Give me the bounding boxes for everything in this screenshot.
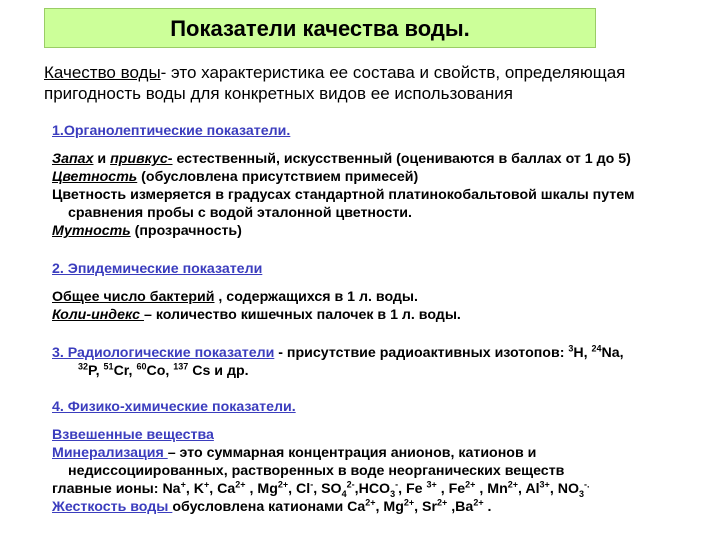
ion-ca: , Ca [209, 481, 236, 497]
mineral-text-2: недиссоциированных, растворенных в воде неорганических веществ [68, 463, 565, 479]
hardness-mg: , Mg [375, 499, 404, 515]
title-box [44, 8, 596, 48]
ions-prefix: главные ионы: Na [52, 481, 181, 497]
radiology-text: - присутствие радиоактивных изотопов: [274, 345, 569, 361]
section-4-heading: 4. Физико-химические показатели. [52, 399, 296, 415]
so4-index: 4 [341, 488, 347, 499]
intro-term: Качество воды [44, 63, 161, 82]
color-line [52, 168, 700, 186]
hardness-end: . [483, 499, 492, 515]
ion-hco3: ,HCO [354, 481, 391, 497]
coli-line [52, 306, 700, 324]
color-term: Цветность [52, 169, 138, 185]
intro-text: - это характеристика ее состава и свойств, определяющая [160, 63, 626, 82]
ion-no3: , NO [549, 481, 579, 497]
radiology-line [52, 344, 700, 362]
co-mass-number: 60 [136, 361, 147, 372]
hardness-term: Жесткость воды [52, 499, 173, 515]
page-title: Показатели качества воды. [170, 16, 470, 41]
coli-text: – количество кишечных палочек в 1 л. воды. [143, 307, 461, 323]
co-isotope: Co, [146, 363, 174, 379]
ion-al: , Al [518, 481, 540, 497]
section-3-heading: 3. Радиологические показатели [52, 345, 275, 361]
bacteria-term: Общее число бактерий [52, 289, 215, 305]
h-isotope: H, [573, 345, 592, 361]
suspended-term: Взвешенные вещества [52, 427, 214, 443]
hco3-charge: - [395, 479, 399, 490]
ion-fe2: , Fe [436, 481, 466, 497]
hardness-ba-charge: 2+ [473, 497, 484, 508]
cr-mass-number: 51 [103, 361, 114, 372]
ion-mg: , Mg [245, 481, 278, 497]
so4-charge: 2- [346, 479, 355, 490]
content [52, 122, 700, 516]
ca-charge: 2+ [235, 479, 246, 490]
mineral-term: Минерализация [52, 445, 168, 461]
hardness-sr-charge: 2+ [437, 497, 448, 508]
hardness-line [52, 498, 700, 516]
cr-isotope: Cr, [113, 363, 137, 379]
hardness-sr: , Sr [414, 499, 438, 515]
cs-isotope: Cs и др. [188, 363, 249, 379]
ion-mn: , Mn [475, 481, 508, 497]
color-desc-2: сравнения пробы с водой эталонной цветности. [68, 205, 412, 221]
ion-so4: , SO [313, 481, 342, 497]
p-isotope: P, [88, 363, 104, 379]
fe2-charge: 2+ [465, 479, 476, 490]
mg-charge: 2+ [277, 479, 289, 490]
bacteria-text: , содержащихся в 1 л. воды. [214, 289, 418, 305]
hardness-mg-charge: 2+ [403, 497, 415, 508]
turbidity-term: Мутность [52, 223, 131, 239]
p-mass-number: 32 [78, 361, 89, 372]
hardness-ba: ,Ba [447, 499, 474, 515]
k-charge: + [203, 479, 210, 490]
hardness-ca-charge: 2+ [365, 497, 376, 508]
radiology-line-2 [52, 362, 700, 380]
taste-term: привкус- [110, 151, 173, 167]
mineral-text: – это суммарная концентрация анионов, катионов и [167, 445, 537, 461]
intro-paragraph [44, 62, 694, 104]
mineral-line [52, 444, 700, 462]
section-2-heading: 2. Эпидемические показатели [52, 261, 263, 277]
smell-term: Запах [52, 151, 94, 167]
ion-k: , K [185, 481, 204, 497]
section-1-heading: 1.Органолептические показатели. [52, 123, 291, 139]
na-mass-number: 24 [591, 343, 602, 354]
main-ions-line [52, 480, 700, 498]
smell-taste-text: естественный, искусственный (оцениваются в баллах от 1 до 5) [172, 151, 631, 167]
intro-line2: пригодность воды для конкретных видов ее использования [44, 84, 513, 103]
color-desc-1: Цветность измеряется в градусах стандартной платинокобальтовой шкалы путем [52, 187, 635, 203]
ion-fe3: , Fe [398, 481, 427, 497]
cl-charge: - [310, 479, 314, 490]
color-text: (обусловлена присутствием примесей) [137, 169, 419, 185]
smell-taste-line [52, 150, 700, 168]
and-text: и [93, 151, 111, 167]
turbidity-line [52, 222, 700, 240]
mn-charge: 2+ [507, 479, 518, 490]
hco3-index: 3 [390, 488, 396, 499]
na-charge: + [180, 479, 186, 490]
no3-charge: -. [584, 479, 590, 490]
bacteria-line [52, 288, 700, 306]
h-mass-number: 3 [568, 343, 574, 354]
hardness-text: обусловлена катионами Ca [172, 499, 366, 515]
no3-index: 3 [578, 488, 584, 499]
cs-mass-number: 137 [173, 361, 189, 372]
coli-term: Коли-индекс [52, 307, 144, 323]
turbidity-text: (прозрачность) [130, 223, 242, 239]
na-isotope: Na, [601, 345, 624, 361]
fe3-charge: 3+ [426, 479, 437, 490]
ion-cl: , Cl [288, 481, 311, 497]
al-charge: 3+ [539, 479, 550, 490]
